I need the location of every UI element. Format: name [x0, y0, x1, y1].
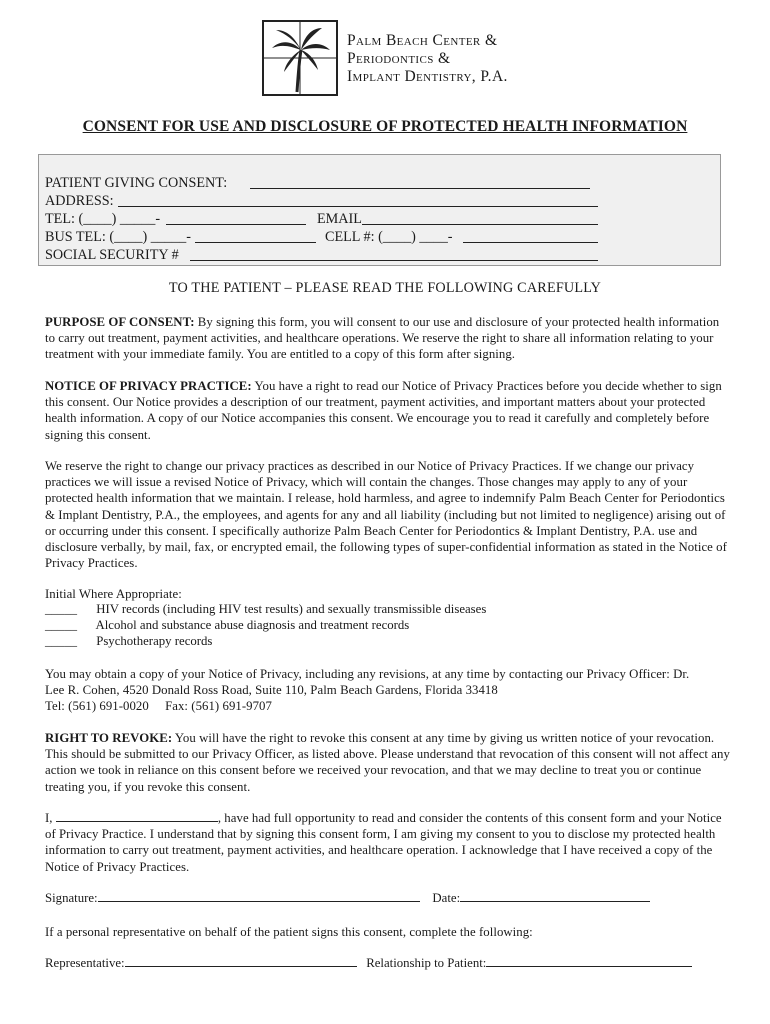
initial-heading: Initial Where Appropriate:	[45, 587, 182, 601]
signature-label: Signature:	[45, 891, 98, 905]
reserve-paragraph: We reserve the right to change our privacy practices as described in our Notice of Privacy Practices. If we change our privacy practices we will issue a revised Notice of Privacy, which will contain the changes. Those changes may apply to any of your protected health information that we maintain. I release, hold harmless, and agree to indemnify Palm Beach Center for Periodontics & Implant Dentistry, P.A., the employees, and agents for any and all liability (including but not limited to negligence) arising out of or occurring under this consent. I specifically authorize Palm Beach Center for Periodontics & Implant Dentistry, P.A. use and disclosure verbally, by mail, fax, or encrypted email, the following types of super-confidential information as stated in the Notice of Privacy Practices.	[45, 459, 727, 571]
representative-field[interactable]	[125, 966, 357, 967]
obtain-paragraph	[45, 666, 730, 715]
patient-giving-consent-label: PATIENT GIVING CONSENT:	[45, 175, 228, 191]
initial-item-hiv[interactable]	[45, 602, 486, 617]
initial-blank[interactable]: _____	[45, 618, 77, 632]
palm-tree-logo-icon	[262, 20, 338, 96]
relationship-label: Relationship to Patient:	[366, 956, 487, 970]
cell-field[interactable]	[463, 242, 598, 243]
representative-intro: If a personal representative on behalf of the patient signs this consent, complete the following:	[45, 925, 533, 939]
signature-row	[45, 891, 650, 906]
notice-text: You have a right to read our Notice of Privacy Practices before you decide whether to sign this consent. Our Notice provides a description of our treatment, payment activities, and important matters about your protected health information. A copy of our Notice accompanies this consent. We encourage you to read it carefully and completely before signing this consent.	[45, 379, 722, 442]
email-label: EMAIL	[317, 211, 362, 227]
address-label: ADDRESS:	[45, 193, 114, 209]
cell-label: CELL #: (____) ____-	[325, 229, 453, 245]
initial-item-alcohol[interactable]	[45, 618, 409, 633]
org-name-line1: Palm Beach Center &	[347, 32, 498, 49]
acknowledge-prefix: I,	[45, 811, 56, 825]
initial-item-label: HIV records (including HIV test results) and sexually transmissible diseases	[96, 602, 487, 616]
address-field[interactable]	[118, 206, 598, 207]
revoke-heading: RIGHT TO REVOKE:	[45, 731, 173, 745]
read-carefully-heading: TO THE PATIENT – PLEASE READ THE FOLLOWING CAREFULLY	[168, 280, 602, 296]
date-label: Date:	[432, 891, 461, 905]
revoke-text: You will have the right to revoke this consent at any time by giving us written notice of your revocation. This should be submitted to our Privacy Officer, as listed above. Please understand that revocation of this consent will not affect any action we took in reliance on this consent before we received your revocation, and that we may decline to treat you or continue treating you, if you revoke this consent.	[45, 731, 730, 794]
org-name-line2: Periodontics &	[347, 50, 451, 67]
org-name-line3: Implant Dentistry, P.A.	[347, 68, 508, 85]
patient-name-field[interactable]	[250, 188, 590, 189]
initial-item-label: Psychotherapy records	[96, 634, 213, 648]
ssn-field[interactable]	[190, 260, 598, 261]
tel-field[interactable]	[166, 224, 306, 225]
purpose-heading: PURPOSE OF CONSENT:	[45, 315, 195, 329]
representative-row	[45, 956, 692, 971]
obtain-line1: You may obtain a copy of your Notice of Privacy, including any revisions, at any time by contacting our Privacy Officer: Dr.	[45, 667, 690, 681]
initial-item-label: Alcohol and substance abuse diagnosis and treatment records	[95, 618, 410, 632]
representative-label: Representative:	[45, 956, 125, 970]
acknowledge-name-field[interactable]	[56, 821, 218, 822]
bus-tel-field[interactable]	[195, 242, 316, 243]
signature-field[interactable]	[98, 901, 420, 902]
acknowledge-text: , have had full opportunity to read and consider the contents of this consent form and your Notice of Privacy Practice. I understand that by signing this consent form, I am giving my consent to you to disclose my protected health information to carry out treatment, payment activities, and healthcare operation. I acknowledge that I have received a copy of the Notice of Privacy Practices.	[45, 811, 722, 874]
initial-blank[interactable]: _____	[45, 602, 77, 616]
notice-heading: NOTICE OF PRIVACY PRACTICE:	[45, 379, 252, 393]
initial-item-psychotherapy[interactable]	[45, 634, 212, 649]
date-field[interactable]	[460, 901, 650, 902]
org-name	[347, 32, 508, 86]
bus-tel-label: BUS TEL: (____) _____-	[45, 229, 191, 245]
obtain-line2: Lee R. Cohen, 4520 Donald Ross Road, Suite 110, Palm Beach Gardens, Florida 33418	[45, 683, 498, 698]
purpose-paragraph	[45, 314, 730, 363]
tel-label: TEL: (____) _____-	[45, 211, 161, 227]
notice-paragraph	[45, 378, 730, 443]
obtain-line3: Tel: (561) 691-0020 Fax: (561) 691-9707	[45, 699, 272, 714]
email-field[interactable]	[362, 224, 598, 225]
acknowledge-paragraph	[45, 810, 730, 875]
relationship-field[interactable]	[486, 966, 692, 967]
ssn-label: SOCIAL SECURITY #	[45, 247, 179, 263]
page-title: CONSENT FOR USE AND DISCLOSURE OF PROTECTED HEALTH INFORMATION	[82, 118, 688, 135]
revoke-paragraph	[45, 730, 730, 795]
initial-blank[interactable]: _____	[45, 634, 77, 648]
purpose-text: By signing this form, you will consent to our use and disclosure of your protected health information to carry out treatment, payment activities, and healthcare operations. We reserve the right to share all information relating to your treatment with your immediate family. You are entitled to a copy of this form after signing.	[45, 315, 720, 362]
